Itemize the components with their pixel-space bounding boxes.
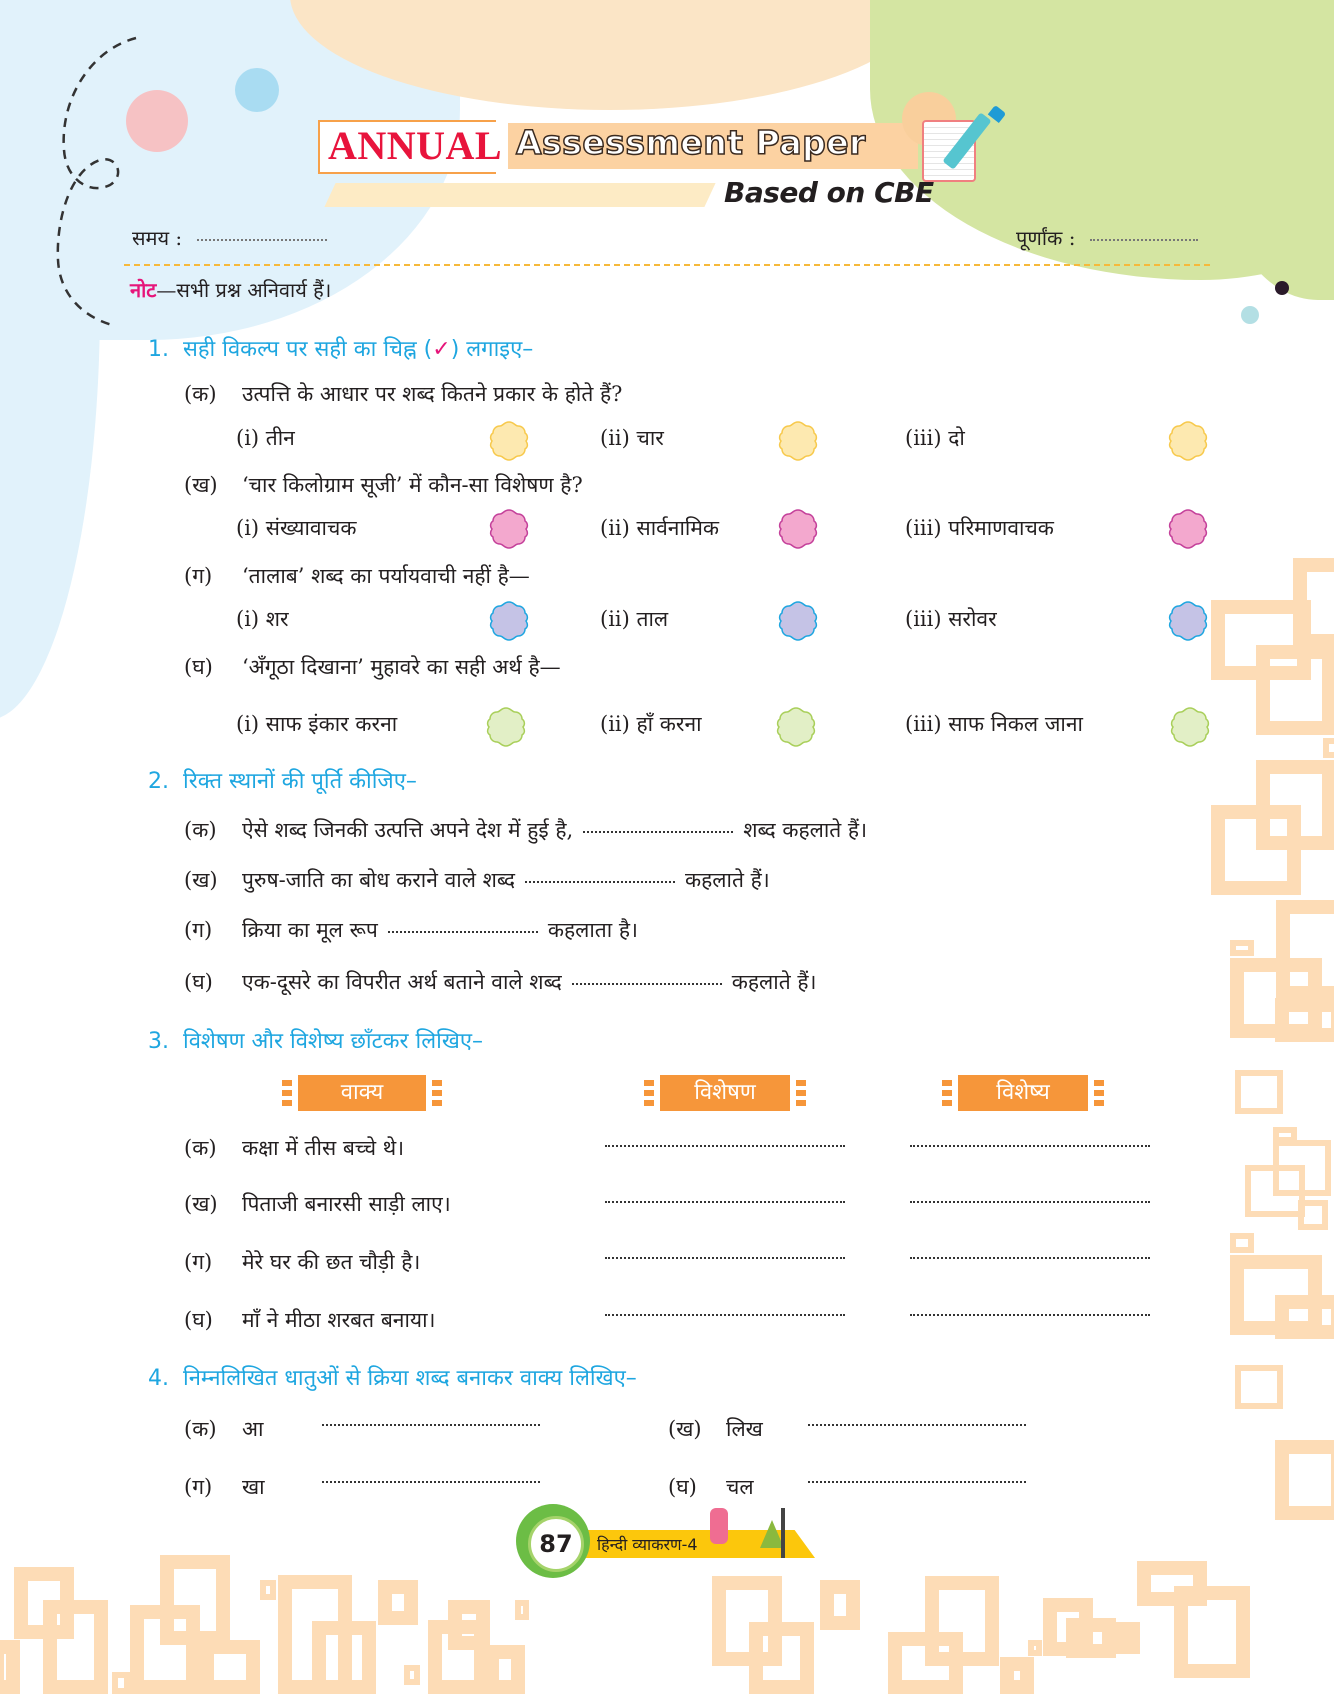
q2-number: 2. [148,769,169,794]
q2-item-label: (घ) [184,970,213,994]
q4-item [184,1415,263,1443]
q1-question [184,471,583,499]
q1-option: (iii) दो [905,426,965,450]
skater-boy-icon [710,1508,728,1544]
column-header-visheshan: विशेषण [660,1075,790,1111]
header-annual: ANNUAL [328,123,503,168]
marks-label: पूर्णांक : [1016,226,1076,250]
decor-dark-dot [1275,281,1289,295]
q1-item-label: (घ) [184,655,213,679]
q2-text: पुरुष-जाति का बोध कराने वाले शब्द [242,868,516,892]
q2-item-label: (ग) [184,918,213,942]
q1-option: (iii) साफ निकल जाना [905,712,1083,736]
note-label: नोट [130,278,157,302]
time-blank[interactable] [197,239,327,241]
decor-dashed-loop [50,30,140,330]
q3-sentence [184,1190,451,1218]
q2-text-end: कहलाता है। [547,918,638,942]
decor-blue-dot [235,68,279,112]
q1-question-text: ‘चार किलोग्राम सूजी’ में कौन-सा विशेषण है? [242,473,583,497]
q1-heading [148,333,533,363]
q3-heading [148,1025,483,1055]
q2-text: क्रिया का मूल रूप [242,918,378,942]
lamp-post-icon [781,1508,785,1558]
q2-text-end: कहलाते हैं। [685,868,770,892]
fill-blank[interactable] [572,983,722,985]
answer-blank-visheshya[interactable] [910,1201,1150,1203]
q4-item-label: (ग) [184,1475,213,1499]
q1-title-end: ) लगाइए– [450,337,534,362]
q2-title: रिक्त स्थानों की पूर्ति कीजिए– [183,769,417,794]
q3-row-label: (घ) [184,1308,213,1332]
q2-item [184,968,816,996]
q2-text-end: कहलाते हैं। [731,970,817,994]
q4-answer-blank[interactable] [322,1481,540,1483]
q4-answer-blank[interactable] [808,1424,1026,1426]
q2-item [184,916,638,944]
time-field [132,224,327,251]
q1-question-text: ‘अँगूठा दिखाना’ मुहावरे का सही अर्थ है— [242,655,561,679]
answer-checkbox-flower[interactable] [488,420,530,462]
q3-sentence-text: माँ ने मीठा शरबत बनाया। [242,1308,436,1332]
q3-sentence [184,1134,404,1162]
q4-item-label: (घ) [668,1475,697,1499]
answer-checkbox-flower[interactable] [1167,420,1209,462]
book-title: हिन्दी व्याकरण-4 [597,1535,698,1554]
q4-root: आ [242,1417,264,1441]
answer-checkbox-flower[interactable] [777,600,819,642]
q4-root: चल [726,1475,754,1499]
q3-sentence [184,1306,435,1334]
q4-item-label: (क) [184,1417,217,1441]
q1-option: (ii) हाँ करना [600,712,702,736]
q4-item-label: (ख) [668,1417,702,1441]
q1-title: सही विकल्प पर सही का चिह्न ( [183,337,433,362]
q1-option: (ii) सार्वनामिक [600,516,720,540]
q1-question-text: उत्पत्ति के आधार पर शब्द कितने प्रकार के होते हैं? [242,382,623,406]
q2-text-end: शब्द कहलाते हैं। [743,818,868,842]
decor-teal-dot [1241,306,1259,324]
answer-checkbox-flower[interactable] [1169,706,1211,748]
q1-option: (i) तीन [236,426,295,450]
time-label: समय : [132,226,183,250]
q4-item [184,1473,265,1501]
answer-blank-visheshan[interactable] [605,1314,845,1316]
note-text: —सभी प्रश्न अनिवार्य हैं। [156,278,332,302]
q1-number: 1. [148,337,169,362]
marks-field [1016,224,1198,251]
q3-row-label: (ख) [184,1192,218,1216]
q1-item-label: (ख) [184,473,218,497]
q4-item [668,1415,763,1443]
q2-item [184,816,867,844]
fill-blank[interactable] [388,931,538,933]
q2-item-label: (क) [184,818,217,842]
answer-blank-visheshya[interactable] [910,1257,1150,1259]
answer-checkbox-flower[interactable] [485,706,527,748]
q1-option: (ii) ताल [600,607,669,631]
note [130,276,331,303]
header-subtitle-band [324,183,715,207]
q4-number: 4. [148,1366,169,1391]
answer-blank-visheshan[interactable] [605,1145,845,1147]
fill-blank[interactable] [583,831,733,833]
marks-blank[interactable] [1090,239,1198,241]
q3-title: विशेषण और विशेष्य छाँटकर लिखिए– [183,1029,484,1054]
q1-question [184,653,561,681]
q1-option: (ii) चार [600,426,664,450]
q4-title: निम्नलिखित धातुओं से क्रिया शब्द बनाकर वाक्य लिखिए– [183,1366,637,1391]
header-assessment-title: Assessment Paper [516,123,866,162]
header-divider [124,264,1210,266]
q3-sentence [184,1248,420,1276]
answer-blank-visheshya[interactable] [910,1145,1150,1147]
q1-option: (iii) सरोवर [905,607,997,631]
q3-sentence-text: मेरे घर की छत चौड़ी है। [242,1250,421,1274]
q1-option: (i) संख्यावाचक [236,516,357,540]
q3-number: 3. [148,1029,169,1054]
answer-blank-visheshan[interactable] [605,1201,845,1203]
answer-checkbox-flower[interactable] [777,420,819,462]
q4-item [668,1473,754,1501]
answer-checkbox-flower[interactable] [1167,508,1209,550]
q4-answer-blank[interactable] [322,1424,540,1426]
answer-checkbox-flower[interactable] [775,706,817,748]
q2-item-label: (ख) [184,868,218,892]
q1-item-label: (क) [184,382,217,406]
column-header-visheshya: विशेष्य [958,1075,1088,1111]
q4-answer-blank[interactable] [808,1481,1026,1483]
q2-text: ऐसे शब्द जिनकी उत्पत्ति अपने देश में हुई है, [242,818,574,842]
page-number: 87 [528,1516,584,1572]
q4-root: खा [242,1475,265,1499]
q3-row-label: (ग) [184,1250,213,1274]
q1-question-text: ‘तालाब’ शब्द का पर्यायवाची नहीं है— [242,564,530,588]
q2-heading [148,765,417,795]
answer-checkbox-flower[interactable] [1167,600,1209,642]
q4-heading [148,1362,637,1392]
answer-blank-visheshan[interactable] [605,1257,845,1259]
q3-sentence-text: पिताजी बनारसी साड़ी लाए। [242,1192,451,1216]
answer-checkbox-flower[interactable] [777,508,819,550]
answer-blank-visheshya[interactable] [910,1314,1150,1316]
answer-checkbox-flower[interactable] [488,600,530,642]
check-mark-icon: ✓ [432,337,451,362]
q1-option: (i) साफ इंकार करना [236,712,398,736]
q1-question [184,562,530,590]
q2-item [184,866,770,894]
fill-blank[interactable] [525,881,675,883]
q1-option: (i) शर [236,607,289,631]
header-based-on: Based on CBE [724,176,934,209]
answer-checkbox-flower[interactable] [488,508,530,550]
q1-item-label: (ग) [184,564,213,588]
q1-option: (iii) परिमाणवाचक [905,516,1054,540]
q2-text: एक-दूसरे का विपरीत अर्थ बताने वाले शब्द [242,970,562,994]
q4-root: लिख [726,1417,763,1441]
column-header-vakya: वाक्य [298,1075,426,1111]
q3-sentence-text: कक्षा में तीस बच्चे थे। [242,1136,405,1160]
q3-row-label: (क) [184,1136,217,1160]
q1-question [184,380,622,408]
